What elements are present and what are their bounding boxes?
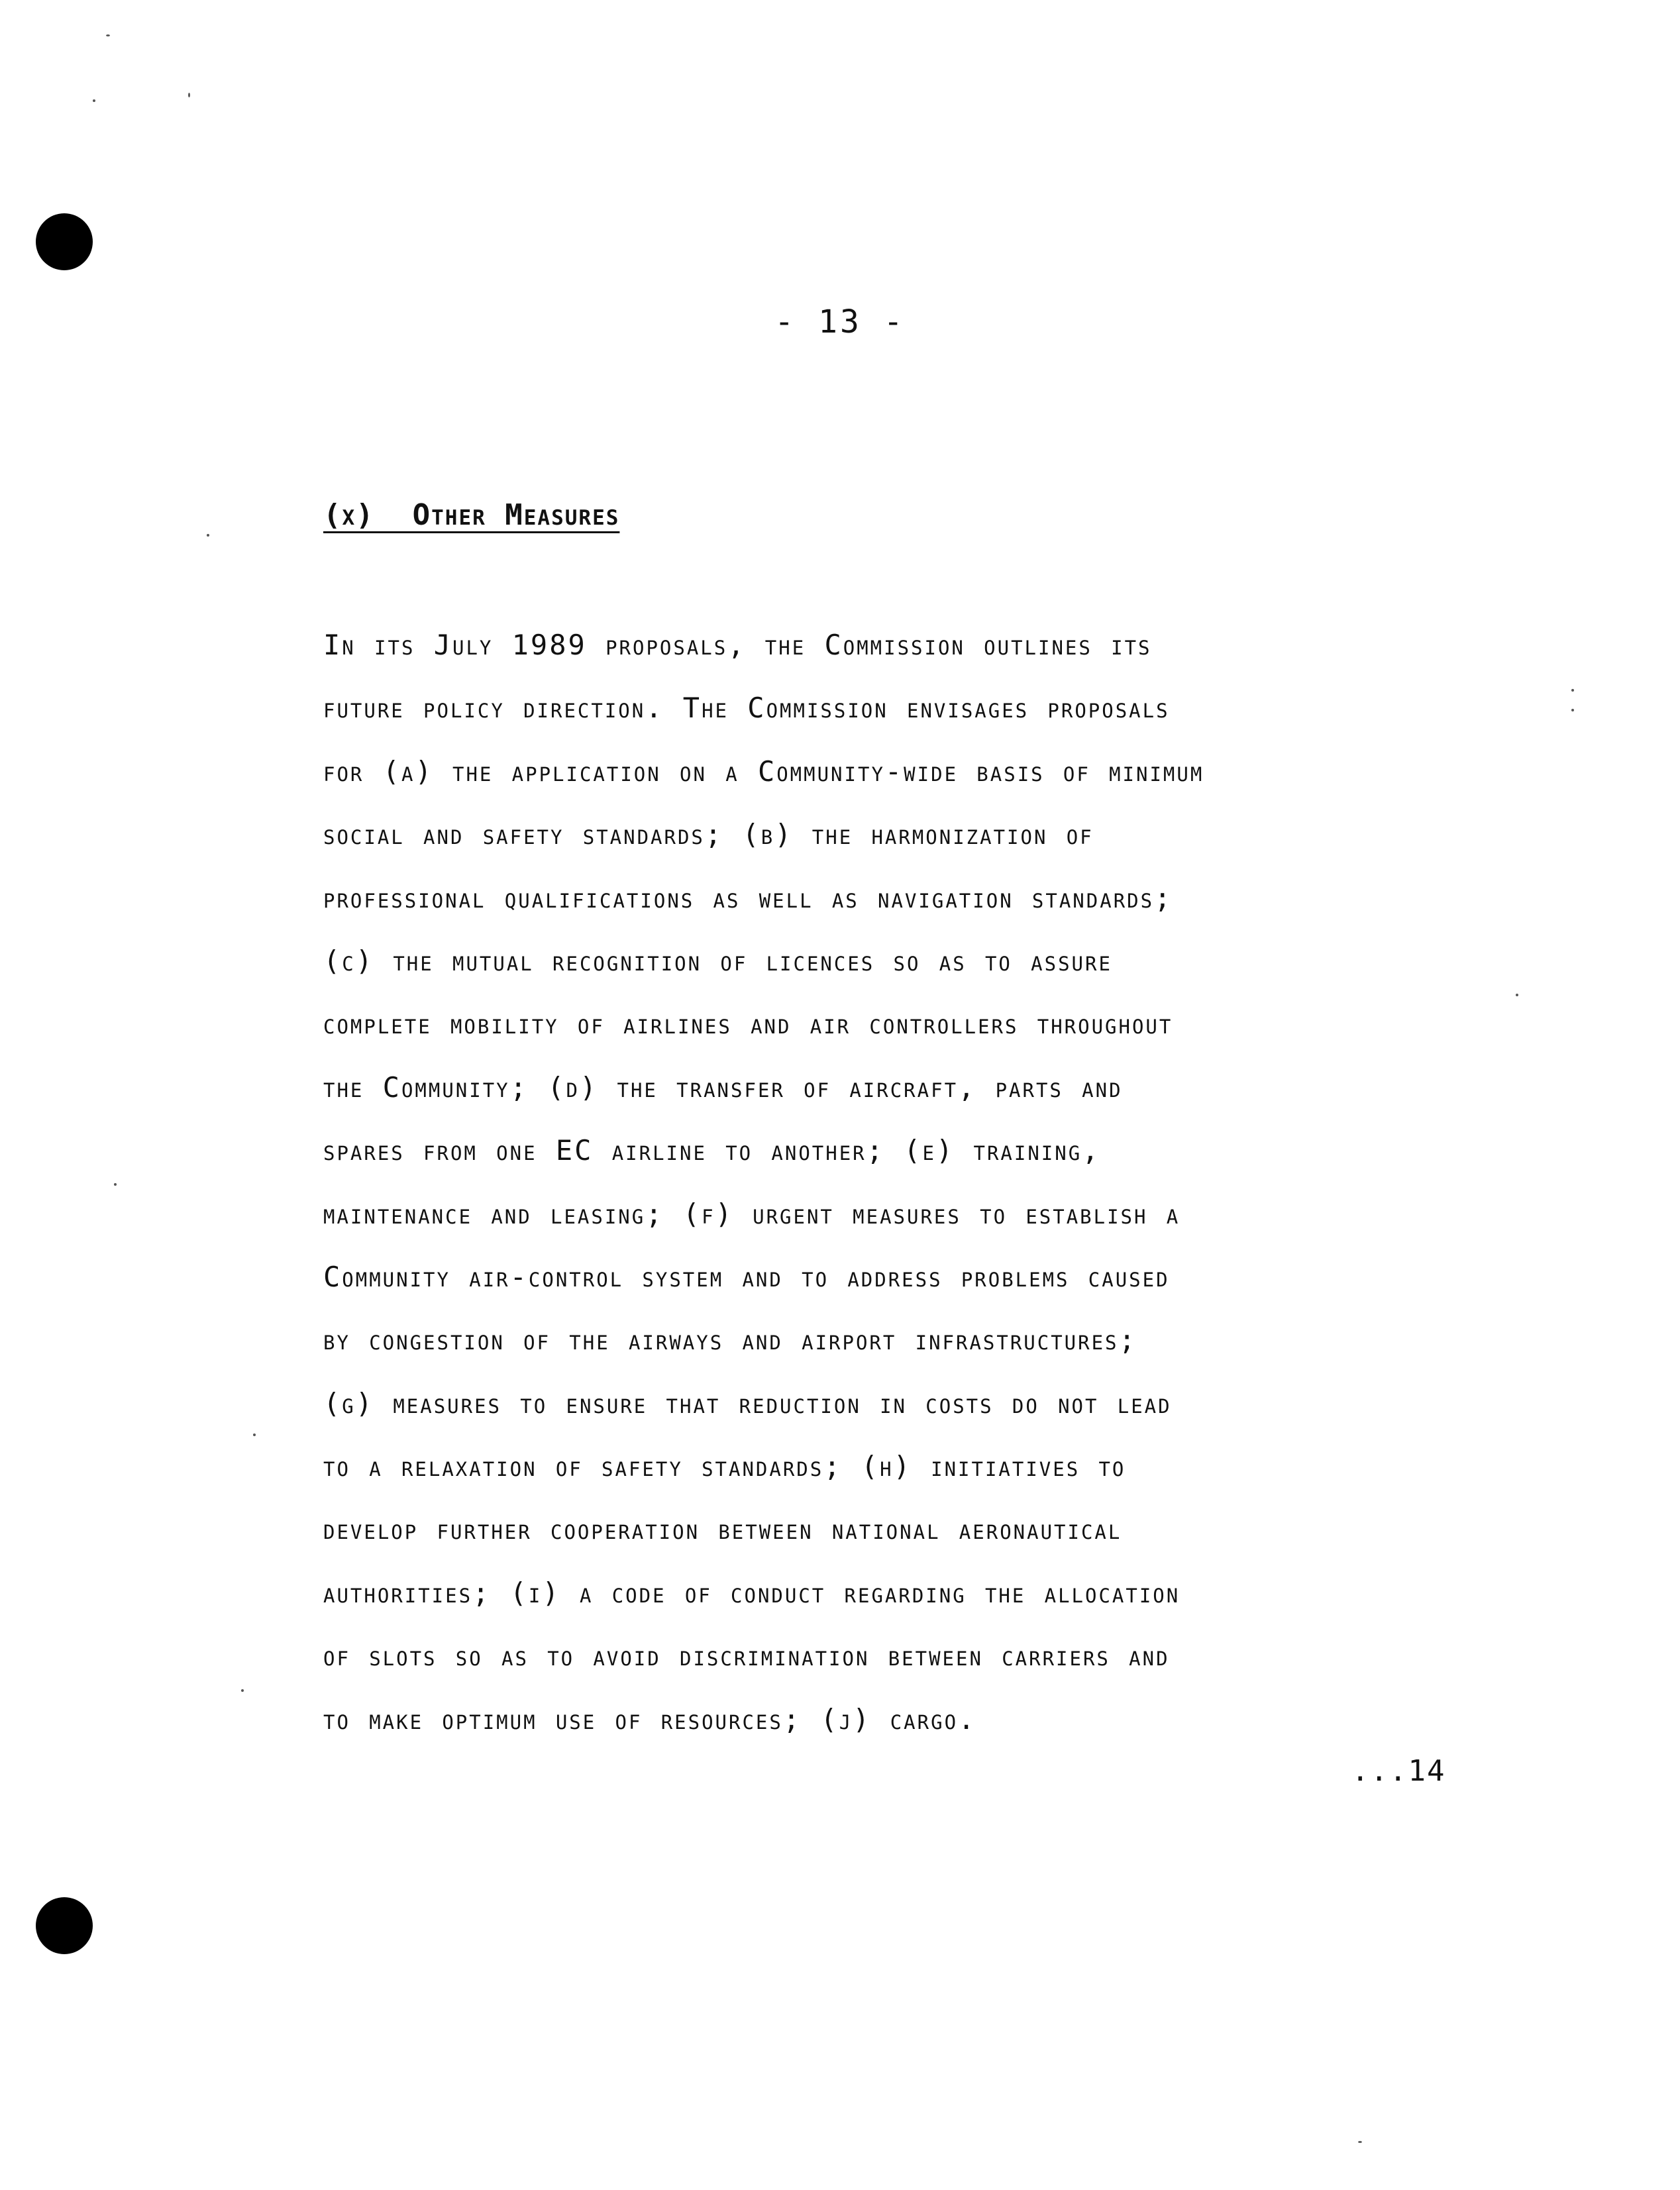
body-line: (g) measures to ensure that reduction in costs do not lead [323, 1386, 1172, 1420]
punch-hole-top [36, 213, 93, 270]
body-line: authorities; (i) a code of conduct regarding the allocation [323, 1576, 1181, 1609]
scan-speck [1571, 689, 1574, 692]
scan-speck [106, 34, 110, 36]
scan-speck [241, 1689, 244, 1692]
scan-speck [1516, 994, 1518, 996]
body-line: complete mobility of airlines and air controllers throughout [323, 1008, 1173, 1041]
body-line: spares from one EC airline to another; (e) training, [323, 1134, 1101, 1167]
body-line: the Community; (d) the transfer of aircraft, parts and [323, 1070, 1123, 1104]
body-line: of slots so as to avoid discrimination between carriers and [323, 1640, 1170, 1673]
body-line: to make optimum use of resources; (j) cargo. [323, 1702, 977, 1736]
section-heading: (x) Other Measures [323, 498, 620, 532]
body-line: future policy direction. The Commission envisages proposals [323, 692, 1170, 725]
scan-speck [93, 99, 95, 102]
page-number: - 13 - [774, 303, 906, 340]
scan-speck [1358, 2141, 1362, 2143]
scan-speck [253, 1434, 256, 1436]
body-line: maintenance and leasing; (f) urgent measures to establish a [323, 1197, 1181, 1230]
scan-speck [114, 1183, 117, 1186]
body-line: Community air-control system and to address problems caused [323, 1260, 1170, 1293]
scan-speck [188, 93, 190, 97]
body-line: In its July 1989 proposals, the Commission outlines its [323, 629, 1152, 661]
continuation-marker: ...14 [1351, 1754, 1446, 1788]
body-paragraph [323, 624, 1463, 1761]
body-line: to a relaxation of safety standards; (h) initiatives to [323, 1450, 1126, 1483]
body-line: by congestion of the airways and airport infrastructures; [323, 1324, 1137, 1357]
body-line: professional qualifications as well as navigation standards; [323, 881, 1173, 914]
punch-hole-bottom [36, 1897, 93, 1954]
body-line: (c) the mutual recognition of licences so as to assure [323, 944, 1112, 977]
scan-speck [207, 534, 209, 537]
body-line: for (a) the application on a Community-wide basis of minimum [323, 755, 1204, 788]
body-line: social and safety standards; (b) the harmonization of [323, 818, 1094, 851]
body-line: develop further cooperation between national aeronautical [323, 1513, 1122, 1546]
scan-speck [1571, 709, 1574, 711]
